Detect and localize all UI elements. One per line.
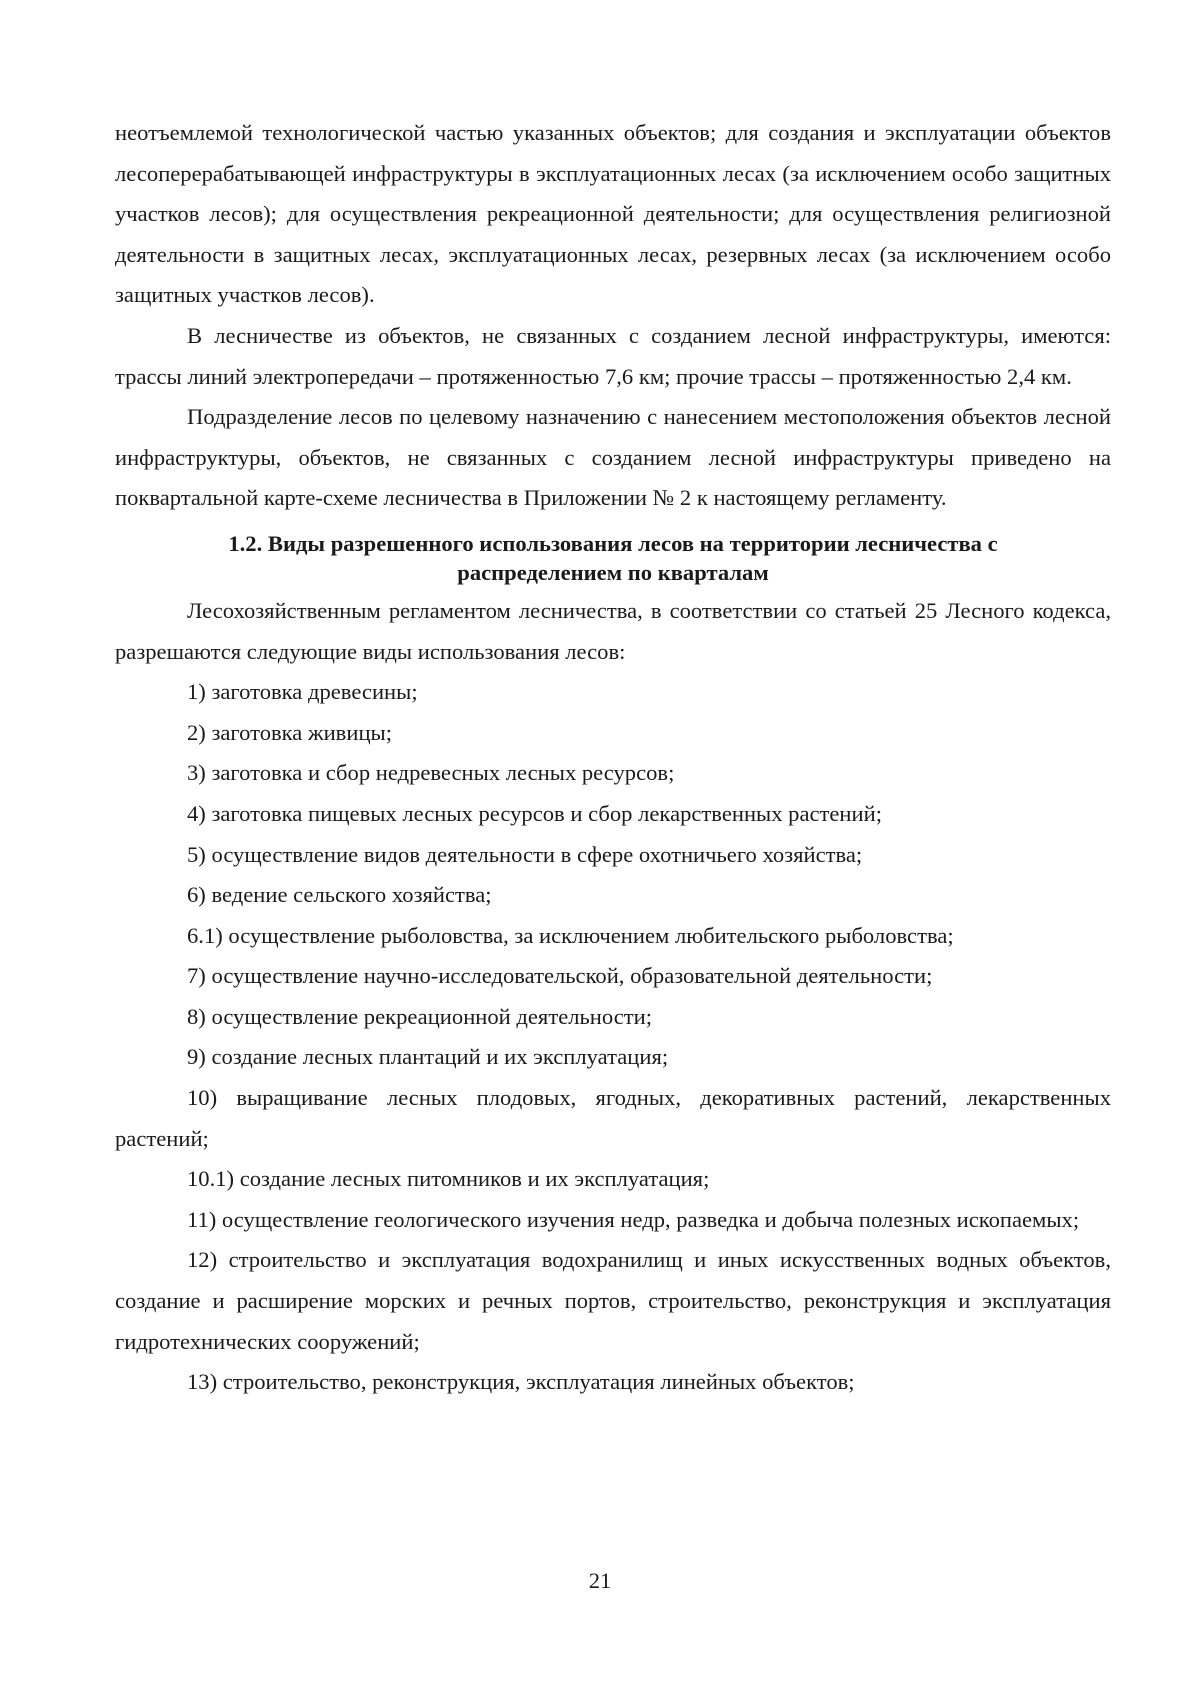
paragraph-intro: Лесохозяйственным регламентом лесничества, в соответствии со статьей 25 Лесного кодекса, разрешаются следующие виды использования лесов: (115, 597, 1111, 664)
list-item: 2) заготовка живицы; (187, 719, 392, 745)
document-page (115, 113, 1111, 1403)
list-item: 8) осуществление рекреационной деятельности; (187, 1003, 653, 1029)
permitted-uses-list (115, 672, 1111, 1403)
list-item: 10.1) создание лесных питомников и их эксплуатация; (187, 1166, 710, 1192)
list-item: 13) строительство, реконструкция, эксплуатация линейных объектов; (187, 1369, 855, 1395)
list-item: 7) осуществление научно-исследовательской, образовательной деятельности; (187, 963, 933, 989)
list-item: 9) создание лесных плантаций и их эксплуатация; (187, 1044, 669, 1070)
list-item: 1) заготовка древесины; (187, 679, 418, 705)
list-item: 4) заготовка пищевых лесных ресурсов и сбор лекарственных растений; (187, 800, 882, 826)
page-number: 21 (588, 1568, 612, 1593)
section-heading-line-2: распределением по кварталам (457, 559, 769, 585)
paragraph-continuation: неотъемлемой технологической частью указанных объектов; для создания и эксплуатации объектов лесоперерабатывающей инфраструктуры в эксплуатационных лесах (за исключением особо защитных участков лесов); для осуществления рекреационной деятельности; для осуществления религиозной деятельности в защитных лесах, эксплуатационных лесах, резервных лесах (за исключением особо защитных участков лесов). (115, 120, 1111, 308)
list-item: 11) осуществление геологического изучения недр, разведка и добыча полезных ископаемых; (187, 1206, 1080, 1232)
list-item: 12) строительство и эксплуатация водохранилищ и иных искусственных водных объектов, создание и расширение морских и речных портов, строительство, реконструкция и эксплуатация гидротехнических сооружений; (115, 1247, 1111, 1354)
list-item: 6.1) осуществление рыболовства, за исключением любительского рыболовства; (187, 922, 954, 948)
paragraph-map-reference: Подразделение лесов по целевому назначению с нанесением местоположения объектов лесной инфраструктуры, объектов, не связанных с созданием лесной инфраструктуры приведено на поквартальной карте-схеме лесничества в Приложении № 2 к настоящему регламенту. (115, 404, 1111, 511)
section-heading (115, 529, 1111, 587)
paragraph-power-lines: В лесничестве из объектов, не связанных с созданием лесной инфраструктуры, имеются: трассы линий электропередачи – протяженностью 7,6 км; прочие трассы – протяженностью 2,4 км. (115, 322, 1111, 389)
section-heading-line-1: 1.2. Виды разрешенного использования лесов на территории лесничества с (228, 530, 998, 556)
list-item: 5) осуществление видов деятельности в сфере охотничьего хозяйства; (187, 841, 863, 867)
list-item: 10) выращивание лесных плодовых, ягодных, декоративных растений, лекарственных растений; (115, 1085, 1111, 1151)
list-item: 3) заготовка и сбор недревесных лесных ресурсов; (187, 760, 675, 786)
list-item: 6) ведение сельского хозяйства; (187, 882, 492, 908)
